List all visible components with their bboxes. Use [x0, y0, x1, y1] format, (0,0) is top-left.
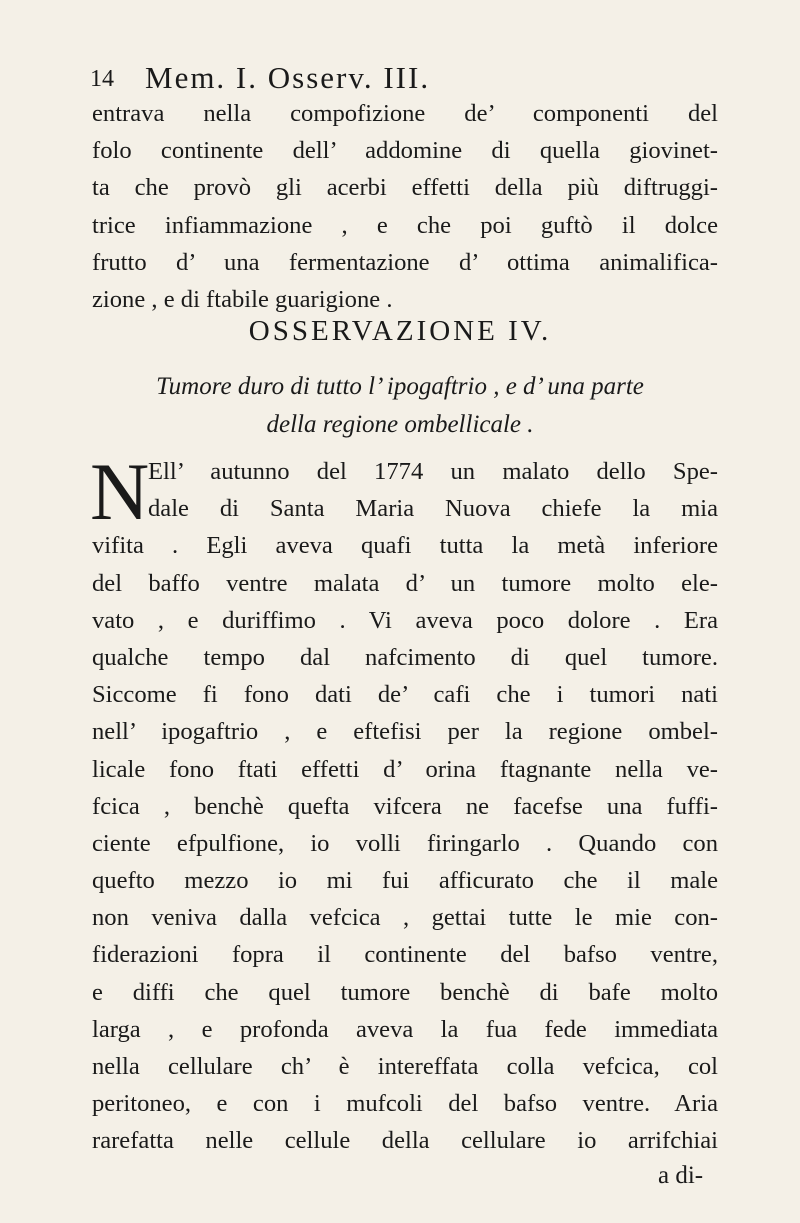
text-line: non veniva dalla vefcica , gettai tutte le mie con-	[92, 904, 718, 932]
text-line: ciente efpulfione, io volli firingarlo . Quando con	[92, 829, 718, 857]
text-line: quefto mezzo io mi fui afficurato che il male	[92, 867, 718, 895]
subtitle-line: della regione ombellicale .	[266, 411, 534, 438]
main-paragraph	[90, 446, 718, 1160]
text-line: zione , e di ftabile guarigione .	[92, 285, 393, 313]
text-line: del baffo ventre malata d’ un tumore molto ele-	[92, 569, 718, 597]
text-line: larga , e profonda aveva la fua fede immediata	[92, 1015, 718, 1043]
running-head: Mem. I. Osserv. III.	[145, 60, 431, 95]
section-subtitle	[0, 368, 800, 444]
text-line: nell’ ipogaftrio , e eftefisi per la regione ombel-	[92, 718, 718, 746]
page-number: 14	[90, 66, 114, 92]
text-line: ta che provò gli acerbi effetti della più diftruggi-	[92, 174, 718, 202]
text-line: vato , e duriffimo . Vi aveva poco dolore . Era	[92, 606, 718, 634]
text-line: entrava nella compofizione de’ componenti del	[92, 100, 718, 127]
text-line: frutto d’ una fermentazione d’ ottima animalifica-	[92, 248, 718, 276]
text-line: folo continente dell’ addomine di quella giovinet-	[92, 137, 718, 165]
section-title: OSSERVAZIONE IV.	[248, 315, 552, 347]
text-line: licale fono ftati effetti d’ orina ftagnante nella ve-	[92, 755, 718, 783]
text-line: vifita . Egli aveva quafi tutta la metà inferiore	[92, 532, 718, 560]
drop-cap: N	[90, 446, 150, 537]
text-line: fcica , benchè quefta vifcera ne facefse una fuffi-	[92, 792, 718, 820]
text-line: dale di Santa Maria Nuova chiefe la mia	[148, 495, 718, 523]
text-line: nella cellulare ch’ è intereffata colla vefcica, col	[92, 1053, 718, 1080]
text-line: qualche tempo dal nafcimento di quel tumore.	[92, 643, 718, 671]
text-line: Ell’ autunno del 1774 un malato dello Spe-	[148, 458, 718, 485]
intro-paragraph	[92, 95, 718, 318]
text-line: fiderazioni fopra il continente del bafso ventre,	[92, 941, 718, 969]
text-line: trice infiammazione , e che poi guftò il dolce	[92, 211, 718, 239]
text-line: e diffi che quel tumore benchè di bafe molto	[92, 978, 718, 1006]
subtitle-line: Tumore duro di tutto l’ ipogaftrio , e d’ una parte	[156, 373, 644, 400]
catchword: a di-	[658, 1162, 704, 1189]
text-line: peritoneo, e con i mufcoli del bafso ventre. Aria	[92, 1090, 718, 1118]
text-line: Siccome fi fono dati de’ cafi che i tumori nati	[92, 681, 718, 709]
text-line: rarefatta nelle cellule della cellulare io arrifchiai	[92, 1127, 718, 1155]
